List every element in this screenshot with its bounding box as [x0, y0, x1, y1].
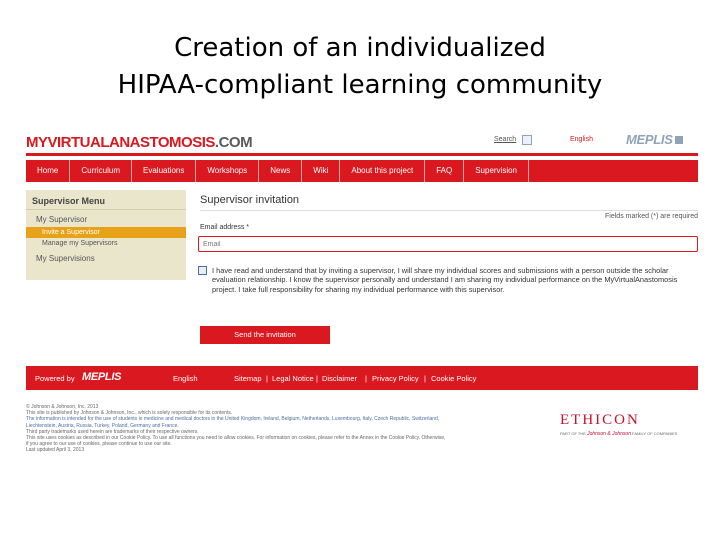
supervisor-sidebar — [26, 190, 186, 280]
slide-title — [0, 30, 720, 104]
footer-separator: | — [424, 374, 426, 383]
disclaimer-publisher: This site is published by Johnson & Johnson, Inc., which is solely responsible for its contents. — [26, 410, 233, 417]
footer-separator: | — [365, 374, 367, 383]
email-label: Email address * — [200, 224, 250, 231]
nav-item-curriculum[interactable]: Curriculum — [70, 160, 132, 182]
footer-link-disclaimer[interactable]: Disclaimer — [322, 374, 358, 383]
meplis-logo — [626, 132, 683, 147]
nav-item-about[interactable]: About this project — [340, 160, 425, 182]
website-screenshot — [26, 126, 698, 470]
search-link[interactable]: Search — [494, 136, 517, 143]
nav-item-evaluations[interactable]: Evaluations — [132, 160, 196, 182]
footer-meplis-logo[interactable]: MEPLIS — [82, 371, 122, 383]
consent-text: I have read and understand that by inviting a supervisor, I will share my individual scores and submissions with a person outside the scholar evaluation relationship. I know the supervisor personally and understand I am sharing my individual performance on the MyVirtualAnastomosis project. I take full responsibility for sharing my individual performance with this supervisor. — [212, 266, 678, 294]
footer-link-legal-notice[interactable]: Legal Notice — [272, 374, 314, 383]
nav-item-supervision[interactable]: Supervision — [464, 160, 529, 182]
logo-gray-part: .COM — [214, 134, 253, 151]
nav-item-home[interactable]: Home — [26, 160, 70, 182]
page-title: Supervisor invitation — [200, 194, 300, 206]
disclaimer-audience: The information is intended for the use of students in medicine and medical doctors in the United Kingdom, Ireland, Belgium, Netherlands, Luxembourg, Italy, Czech Republic, Switzerland, Liechtenstein, Austria, Russia, Turkey, Poland, Germany and France. — [26, 416, 440, 429]
logo-red-part: MYVIRTUALANASTOMOSIS — [26, 134, 215, 151]
meplis-logo-text: MEPLIS — [626, 132, 673, 147]
footer-link-privacy-policy[interactable]: Privacy Policy — [372, 374, 419, 383]
title-divider — [200, 210, 698, 211]
disclaimer-cookies: This site uses cookies as described in our Cookie Policy. To use all functions you need to allow cookies. For information on cookies, please refer to the Annex in the Cookie Policy. Otherwise, if you agree to our use of cookies, please continue to use our site. — [26, 435, 446, 448]
footer-language-link[interactable]: English — [173, 374, 198, 383]
footer-separator: | — [266, 374, 268, 383]
footer-link-cookie-policy[interactable]: Cookie Policy — [431, 374, 477, 383]
ethicon-logo: ETHICON — [560, 412, 640, 428]
powered-by-label: Powered by — [35, 374, 75, 383]
tagline-suffix: FAMILY OF COMPANIES — [632, 431, 678, 436]
required-fields-note: Fields marked (*) are required — [605, 213, 698, 220]
site-logo[interactable] — [26, 134, 252, 151]
sidebar-item-manage-supervisors[interactable]: Manage my Supervisors — [42, 240, 118, 247]
consent-checkbox[interactable] — [198, 266, 207, 275]
meplis-mark-icon — [675, 136, 683, 144]
footer-separator: | — [316, 374, 318, 383]
nav-item-wiki[interactable]: Wiki — [302, 160, 340, 182]
email-field[interactable] — [198, 236, 698, 252]
footer-link-sitemap[interactable]: Sitemap — [234, 374, 262, 383]
language-link[interactable]: English — [570, 136, 593, 143]
sidebar-section-my-supervisor[interactable]: My Supervisor — [36, 215, 88, 224]
nav-item-faq[interactable]: FAQ — [425, 160, 464, 182]
sidebar-section-my-supervisions[interactable]: My Supervisions — [36, 254, 95, 263]
sidebar-header: Supervisor Menu — [26, 190, 186, 210]
site-footer — [26, 366, 698, 390]
disclaimer-trademarks: Third party trademarks used herein are trademarks of their respective owners. — [26, 428, 199, 435]
search-icon[interactable] — [522, 135, 532, 145]
nav-item-workshops[interactable]: Workshops — [196, 160, 259, 182]
send-invitation-button[interactable]: Send the invitation — [200, 326, 330, 344]
jnj-brand: Johnson & Johnson — [587, 431, 631, 437]
nav-item-news[interactable]: News — [259, 160, 302, 182]
slide-title-line2: HIPAA-compliant learning community — [117, 70, 603, 100]
slide-title-line1: Creation of an individualized — [174, 33, 546, 63]
ethicon-tagline — [560, 431, 677, 437]
tagline-prefix: PART OF THE — [560, 431, 586, 436]
legal-disclaimer — [26, 404, 446, 454]
main-nav — [26, 160, 698, 182]
disclaimer-copyright: © Johnson & Johnson, Inc. 2013 — [26, 404, 99, 410]
disclaimer-updated: Last updated April 3, 2013 — [26, 447, 85, 454]
header-divider — [26, 153, 698, 156]
sidebar-item-invite-supervisor[interactable]: Invite a Supervisor — [26, 227, 186, 238]
